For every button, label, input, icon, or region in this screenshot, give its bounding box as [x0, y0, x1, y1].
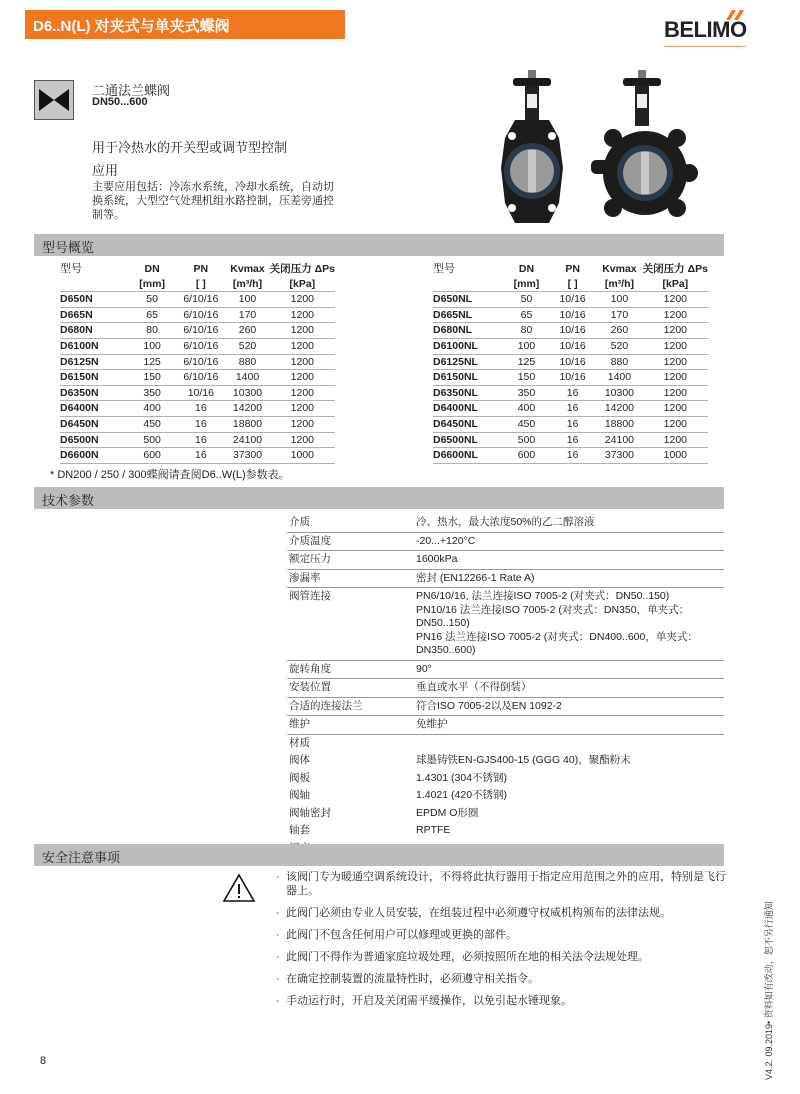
kvmax-cell: 18800: [225, 416, 269, 432]
kvmax-cell: 170: [596, 307, 642, 323]
dn-cell: 350: [504, 385, 549, 401]
pn-cell: 16: [549, 432, 596, 448]
material-value: 1.4301 (304不锈钢): [416, 771, 508, 784]
column-header: DN: [144, 263, 160, 275]
close-off-pressure-cell: 1200: [643, 370, 708, 386]
model-cell: D6125N: [60, 354, 128, 370]
table-row: [433, 401, 708, 417]
model-table-wafer: [60, 262, 335, 464]
purpose-text: 用于冷热水的开关型或调节型控制: [92, 140, 288, 155]
model-cell: D680NL: [433, 323, 504, 339]
model-cell: D6100N: [60, 338, 128, 354]
spec-row: [287, 588, 724, 661]
dn-cell: 600: [128, 448, 176, 464]
section-tech: [34, 487, 724, 509]
kvmax-cell: 260: [225, 323, 269, 339]
spec-value: 符合ISO 7005-2以及EN 1092-2: [414, 697, 724, 716]
table-row: [433, 432, 708, 448]
column-header: PN: [565, 263, 580, 275]
dn-cell: 125: [128, 354, 176, 370]
column-header: 型号: [433, 263, 455, 275]
dn-cell: 125: [504, 354, 549, 370]
table-row: [433, 323, 708, 339]
pn-cell: 10/16: [549, 338, 596, 354]
warning-triangle-icon: [222, 873, 256, 903]
lug-valve-image: [591, 70, 698, 217]
unit-header: [ ]: [549, 277, 596, 292]
material-row: [287, 787, 724, 805]
close-off-pressure-cell: 1200: [643, 416, 708, 432]
dn-cell: 100: [128, 338, 176, 354]
close-off-pressure-cell: 1200: [643, 338, 708, 354]
unit-header: [kPa]: [643, 277, 708, 292]
materials-label: 材质: [289, 736, 310, 749]
table-row: [60, 338, 335, 354]
kvmax-cell: 880: [225, 354, 269, 370]
kvmax-cell: 260: [596, 323, 642, 339]
valve-range: DN50...600: [92, 96, 148, 108]
kvmax-cell: 520: [596, 338, 642, 354]
version-note: [760, 901, 778, 1080]
title-bar: [25, 10, 345, 39]
spec-value: 密封 (EN12266-1 Rate A): [414, 569, 724, 588]
table-row: [60, 354, 335, 370]
pn-cell: 16: [549, 385, 596, 401]
safety-note: · 此阀门不得作为普通家庭垃圾处理，必须按照所在地的相关法令法规处理。: [276, 950, 726, 964]
materials-row: [287, 734, 724, 752]
pn-cell: 16: [549, 448, 596, 464]
pn-cell: 10/16: [549, 323, 596, 339]
dn-cell: 600: [504, 448, 549, 464]
material-label: 轴套: [289, 824, 310, 836]
dn-cell: 50: [504, 292, 549, 308]
table-row: [433, 416, 708, 432]
close-off-pressure-cell: 1200: [270, 385, 335, 401]
pn-cell: 10/16: [176, 385, 225, 401]
close-off-pressure-cell: 1200: [270, 323, 335, 339]
spec-row: [287, 514, 724, 532]
dn-cell: 500: [504, 432, 549, 448]
spec-label: 介质: [287, 514, 414, 532]
spec-row: [287, 551, 724, 570]
valve-product-photo: [495, 68, 725, 228]
table-row: [60, 432, 335, 448]
pn-cell: 6/10/16: [176, 354, 225, 370]
section-overview: [34, 234, 724, 256]
safety-note: · 该阀门专为暖通空调系统设计，不得将此执行器用于指定应用范围之外的应用，特别是飞行器上。: [276, 870, 726, 898]
material-value: 1.4021 (420不锈钢): [416, 789, 508, 801]
spec-row: [287, 569, 724, 588]
close-off-pressure-cell: 1200: [270, 416, 335, 432]
dn-cell: 65: [504, 307, 549, 323]
brand-logo: [664, 10, 764, 40]
close-off-pressure-cell: 1200: [270, 370, 335, 386]
dn-cell: 100: [504, 338, 549, 354]
model-cell: D650N: [60, 292, 128, 308]
spec-value: 垂直或水平（不得倒装）: [414, 679, 724, 698]
pn-cell: 10/16: [549, 354, 596, 370]
model-cell: D6150N: [60, 370, 128, 386]
model-cell: D6100NL: [433, 338, 504, 354]
kvmax-cell: 170: [225, 307, 269, 323]
safety-note: · 此阀门必须由专业人员安装，在组装过程中必须遵守权威机构颁布的法律法规。: [276, 906, 726, 920]
application-text: 主要应用包括：冷冻水系统，冷却水系统，自动切换系统，大型空气处理机组水路控制，压差旁通控制等。: [92, 181, 334, 221]
model-cell: D6400N: [60, 401, 128, 417]
table-row: [433, 354, 708, 370]
table-row: [60, 416, 335, 432]
spec-value: 免维护: [414, 716, 724, 735]
valve-type: 二通法兰蝶阀: [92, 83, 171, 98]
section-safety: [34, 844, 724, 866]
material-value: EPDM O形圈: [416, 806, 479, 819]
table-row: [60, 323, 335, 339]
spec-label: 阀管连接: [287, 588, 414, 661]
dn-cell: 65: [128, 307, 176, 323]
close-off-pressure-cell: 1200: [643, 401, 708, 417]
brand-name: BELIMO: [664, 17, 747, 42]
column-header: Kvmax: [602, 263, 637, 275]
close-off-pressure-cell: 1200: [270, 401, 335, 417]
dn-cell: 80: [128, 323, 176, 339]
safety-note: · 在确定控制装置的流量特性时，必须遵守相关指令。: [276, 972, 726, 986]
model-cell: D650NL: [433, 292, 504, 308]
close-off-pressure-cell: 1000: [643, 448, 708, 464]
section-heading: 技术参数: [42, 493, 95, 508]
material-value: 球墨铸铁EN-GJS400-15 (GGG 40)，聚酯粉末: [416, 754, 631, 766]
spec-row: [287, 660, 724, 679]
spec-row: [287, 679, 724, 698]
pn-cell: 10/16: [549, 307, 596, 323]
unit-header: [m³/h]: [596, 277, 642, 292]
two-way-valve-icon: [34, 80, 74, 120]
footnote: * DN200 / 250 / 300蝶阀请查阅D6..W(L)参数表。: [50, 469, 290, 481]
model-cell: D6125NL: [433, 354, 504, 370]
close-off-pressure-cell: 1200: [270, 338, 335, 354]
close-off-pressure-cell: 1000: [270, 448, 335, 464]
page-title: D6..N(L) 对夹式与单夹式蝶阀: [33, 18, 230, 35]
spec-value: 90°: [414, 660, 724, 679]
table-header-row: [60, 262, 335, 277]
close-off-pressure-cell: 1200: [270, 432, 335, 448]
section-heading: 安全注意事项: [42, 850, 121, 865]
model-cell: D6600N: [60, 448, 128, 464]
kvmax-cell: 24100: [596, 432, 642, 448]
unit-header: [433, 277, 504, 292]
model-cell: D6500NL: [433, 432, 504, 448]
spec-row: [287, 532, 724, 551]
material-row: [287, 805, 724, 823]
table-row: [60, 370, 335, 386]
model-cell: D6350NL: [433, 385, 504, 401]
column-header: 关闭压力 ΔPs: [642, 263, 708, 275]
spec-value: -20...+120°C: [414, 532, 724, 551]
model-cell: D665N: [60, 307, 128, 323]
close-off-pressure-cell: 1200: [643, 432, 708, 448]
unit-header: [mm]: [128, 277, 176, 292]
wafer-valve-image: [501, 70, 563, 223]
table-row: [433, 307, 708, 323]
unit-header: [kPa]: [270, 277, 335, 292]
model-cell: D6350N: [60, 385, 128, 401]
table-row: [433, 448, 708, 464]
table-row: [433, 385, 708, 401]
dn-cell: 400: [128, 401, 176, 417]
table-unit-row: [433, 277, 708, 292]
pn-cell: 16: [176, 401, 225, 417]
column-header: 型号: [60, 263, 82, 275]
unit-header: [mm]: [504, 277, 549, 292]
kvmax-cell: 100: [225, 292, 269, 308]
table-row: [433, 370, 708, 386]
kvmax-cell: 1400: [596, 370, 642, 386]
kvmax-cell: 14200: [225, 401, 269, 417]
spec-value: 冷、热水，最大浓度50%的乙二醇溶液: [414, 514, 724, 532]
unit-header: [ ]: [176, 277, 225, 292]
unit-header: [60, 277, 128, 292]
kvmax-cell: 10300: [596, 385, 642, 401]
kvmax-cell: 24100: [225, 432, 269, 448]
kvmax-cell: 14200: [596, 401, 642, 417]
close-off-pressure-cell: 1200: [643, 307, 708, 323]
dn-cell: 500: [128, 432, 176, 448]
column-header: DN: [518, 263, 535, 275]
model-table-lug: [433, 262, 708, 464]
model-cell: D6400NL: [433, 401, 504, 417]
kvmax-cell: 37300: [225, 448, 269, 464]
dn-cell: 400: [504, 401, 549, 417]
pn-cell: 10/16: [549, 370, 596, 386]
pn-cell: 16: [176, 416, 225, 432]
safety-notes-list: [276, 870, 726, 1016]
dn-cell: 350: [128, 385, 176, 401]
pn-cell: 16: [549, 401, 596, 417]
pn-cell: 6/10/16: [176, 370, 225, 386]
spec-label: 渗漏率: [287, 569, 414, 588]
close-off-pressure-cell: 1200: [643, 292, 708, 308]
model-cell: D665NL: [433, 307, 504, 323]
table-row: [60, 401, 335, 417]
kvmax-cell: 37300: [596, 448, 642, 464]
model-cell: D6450N: [60, 416, 128, 432]
safety-note: · 此阀门不包含任何用户可以修理或更换的部件。: [276, 928, 726, 942]
material-row: [287, 770, 724, 788]
pn-cell: 10/16: [549, 292, 596, 308]
spec-row: [287, 697, 724, 716]
close-off-pressure-cell: 1200: [643, 323, 708, 339]
kvmax-cell: 880: [596, 354, 642, 370]
material-value: RPTFE: [416, 824, 451, 836]
tech-spec-table: [287, 514, 724, 858]
pn-cell: 16: [176, 432, 225, 448]
unit-header: [m³/h]: [225, 277, 269, 292]
model-cell: D6450NL: [433, 416, 504, 432]
pn-cell: 6/10/16: [176, 292, 225, 308]
application-heading: 应用: [92, 163, 119, 178]
material-row: [287, 822, 724, 840]
close-off-pressure-cell: 1200: [270, 307, 335, 323]
spec-label: 额定压力: [287, 551, 414, 570]
spec-row: [287, 716, 724, 735]
pn-cell: 16: [549, 416, 596, 432]
column-header: 关闭压力 ΔPs: [269, 263, 335, 275]
material-label: 阀体: [289, 754, 310, 766]
table-row: [60, 307, 335, 323]
spec-label: 介质温度: [287, 532, 414, 551]
version-text: V4.2. 09.2019• 资料如有改动，恕不另行通知: [764, 901, 774, 1080]
model-cell: D6500N: [60, 432, 128, 448]
spec-label: 安装位置: [287, 679, 414, 698]
close-off-pressure-cell: 1200: [643, 354, 708, 370]
column-header: Kvmax: [230, 263, 265, 275]
dn-cell: 150: [504, 370, 549, 386]
close-off-pressure-cell: 1200: [643, 385, 708, 401]
page-number: 8: [40, 1055, 47, 1067]
dn-cell: 150: [128, 370, 176, 386]
table-row: [60, 292, 335, 308]
pn-cell: 6/10/16: [176, 323, 225, 339]
spec-value: 1600kPa: [414, 551, 724, 570]
spec-value: PN6/10/16, 法兰连接ISO 7005-2 (对夹式：DN50..150) PN10/16 法兰连接ISO 7005-2 (对夹式：DN350，单夹式：DN50..150) PN16 法兰连接ISO 7005-2 (对夹式：DN400..600，单夹式：DN350..600): [414, 588, 724, 661]
table-row: [433, 338, 708, 354]
dn-cell: 80: [504, 323, 549, 339]
close-off-pressure-cell: 1200: [270, 292, 335, 308]
table-row: [433, 292, 708, 308]
dn-cell: 450: [504, 416, 549, 432]
pn-cell: 6/10/16: [176, 338, 225, 354]
kvmax-cell: 18800: [596, 416, 642, 432]
column-header: PN: [193, 263, 209, 275]
kvmax-cell: 100: [596, 292, 642, 308]
kvmax-cell: 520: [225, 338, 269, 354]
material-label: 阀轴: [289, 789, 310, 801]
table-header-row: [433, 262, 708, 277]
model-cell: D6600NL: [433, 448, 504, 464]
dn-cell: 450: [128, 416, 176, 432]
close-off-pressure-cell: 1200: [270, 354, 335, 370]
section-heading: 型号概览: [42, 240, 95, 255]
kvmax-cell: 10300: [225, 385, 269, 401]
safety-note: · 手动运行时，开启及关闭需平缓操作，以免引起水锤现象。: [276, 994, 726, 1008]
spec-label: 合适的连接法兰: [287, 697, 414, 716]
model-cell: D6150NL: [433, 370, 504, 386]
kvmax-cell: 1400: [225, 370, 269, 386]
dn-cell: 50: [128, 292, 176, 308]
spec-label: 维护: [287, 716, 414, 735]
material-label: 阀板: [289, 771, 310, 784]
logo-underline: [664, 46, 746, 47]
model-cell: D680N: [60, 323, 128, 339]
material-row: [287, 752, 724, 770]
table-row: [60, 385, 335, 401]
spec-label: 旋转角度: [287, 660, 414, 679]
pn-cell: 16: [176, 448, 225, 464]
pn-cell: 6/10/16: [176, 307, 225, 323]
table-row: [60, 448, 335, 464]
table-unit-row: [60, 277, 335, 292]
material-label: 阀轴密封: [289, 806, 331, 819]
